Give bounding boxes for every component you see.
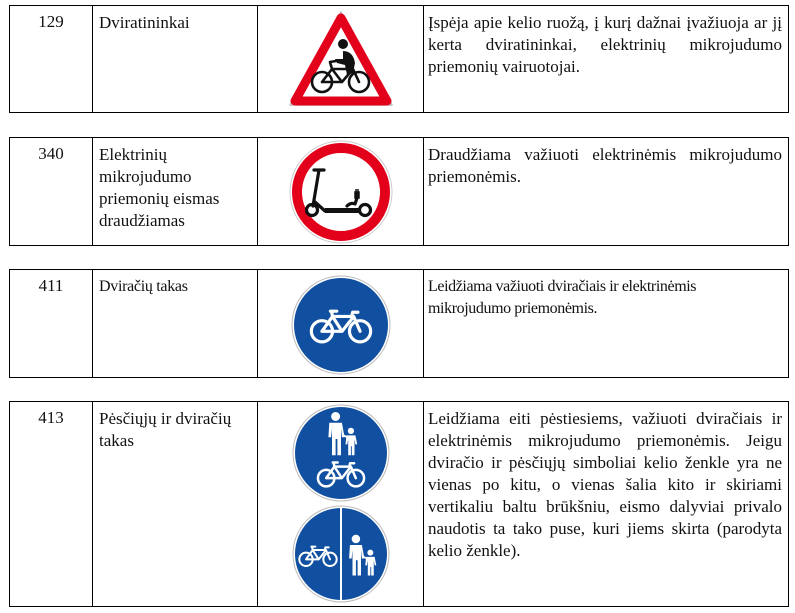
sign-image-cell: [258, 6, 424, 112]
sign-name: Dviratininkai: [93, 6, 258, 112]
sign-number: 129: [10, 6, 93, 112]
sign-table-411: [9, 269, 789, 378]
sign-description: Leidžiama eiti pėstiesiems, važiuoti dviračiais ir elektrinėmis mikrojudumo priemonėmis. Jeigu dviračio ir pėsčiųjų simboliai kelio ženkle yra ne vienas po kitu, o vienas šalia kito ir skiriami vertikaliu baltu brūkšniu, eismo dalyviai privalo naudotis ta tako puse, kuri jiems skirta (parodyta kelio ženkle).: [428, 409, 782, 560]
sign-name: Elektrinių mikrojudumo priemonių eismas draudžiamas: [93, 138, 258, 245]
sign-name: Dviračių takas: [93, 270, 258, 377]
sign-description: Leidžiama važiuoti dviračiais ir elektrinėmis mikrojudumo priemonėmis.: [428, 278, 697, 317]
sign-number: 413: [10, 402, 93, 606]
warning-triangle-cyclist-icon: [287, 9, 395, 109]
sign-description: Draudžiama važiuoti elektrinėmis mikrojudumo priemonėmis.: [428, 145, 782, 186]
split-pedestrian-bicycle-path-icon: [292, 504, 390, 604]
sign-image-cell: [258, 270, 424, 377]
sign-table-413: [9, 401, 789, 607]
bicycle-path-icon: [291, 275, 391, 375]
sign-image-cell: [258, 402, 424, 606]
prohibition-e-scooter-icon: [289, 140, 393, 244]
shared-pedestrian-bicycle-path-icon: [292, 404, 390, 502]
sign-number: 340: [10, 138, 93, 245]
sign-number: 411: [10, 270, 93, 377]
sign-name: Pėsčiųjų ir dviračių takas: [93, 402, 258, 606]
sign-description: Įspėja apie kelio ruožą, į kurį dažnai įvažiuoja ar jį kerta dviratininkai, elektrinių mikrojudumo priemonių vairuotojai.: [428, 13, 782, 76]
sign-image-cell: [258, 138, 424, 245]
sign-table-340: [9, 137, 789, 246]
sign-table-129: [9, 5, 789, 113]
